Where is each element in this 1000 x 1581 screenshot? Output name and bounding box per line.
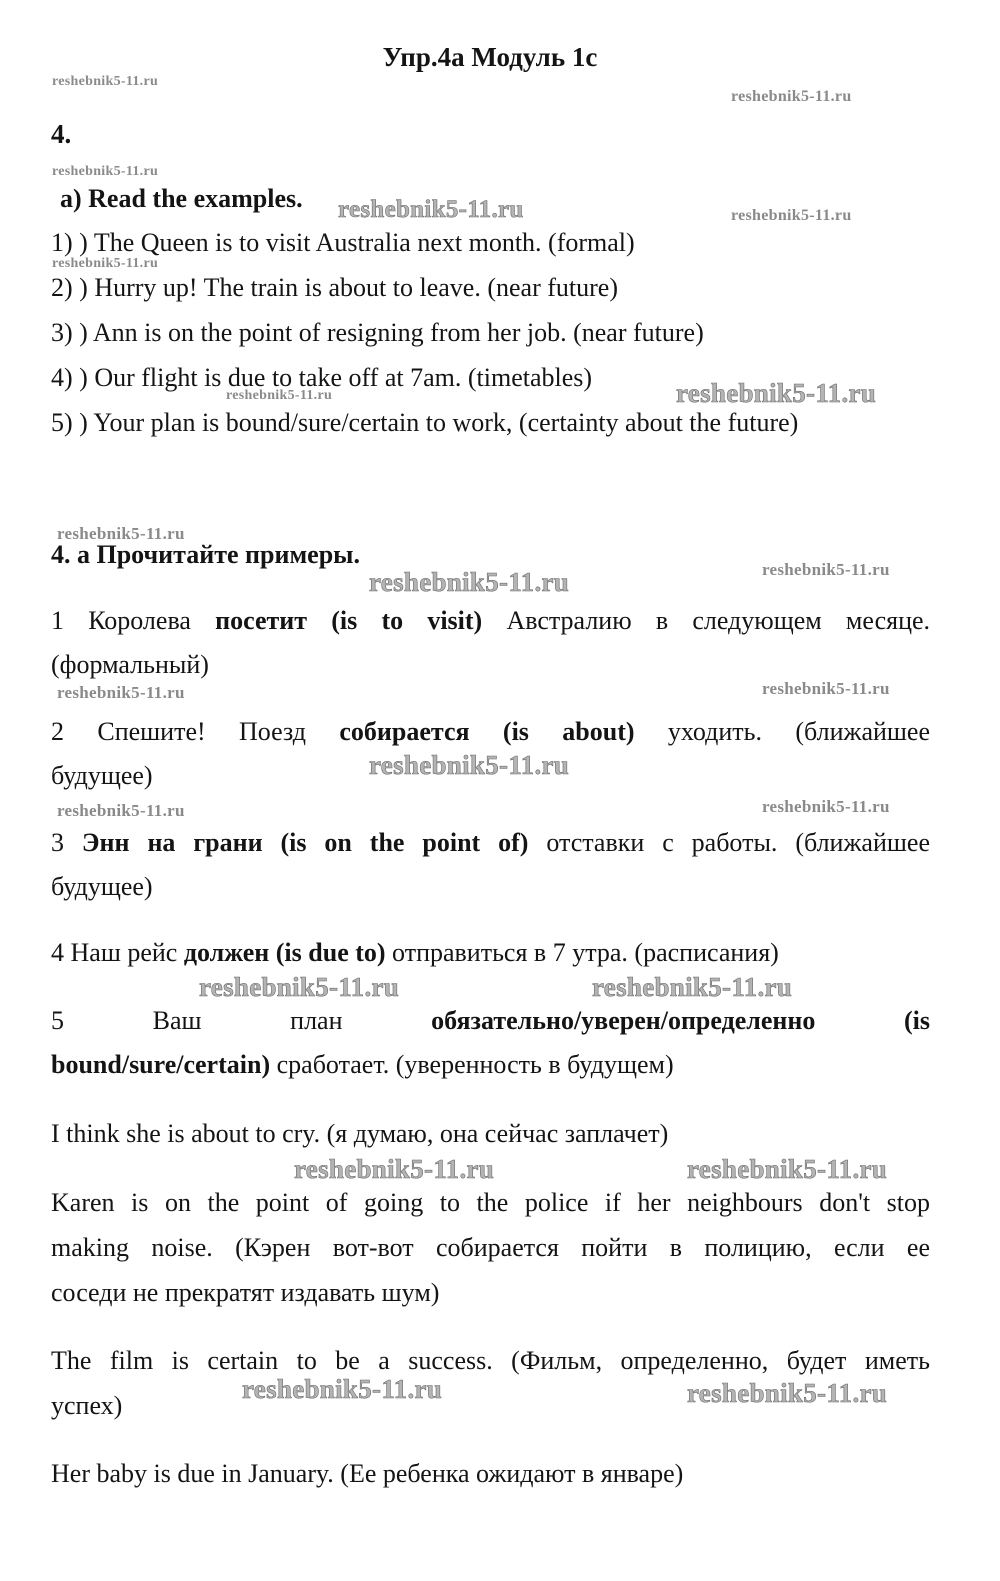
example-line: 1) ) The Queen is to visit Australia next month. (formal) [51,228,635,257]
extra-example: Her baby is due in January. (Ее ребенка ожидают в январе) [51,1459,684,1488]
translation-item-2-cont: будущее) [51,761,153,790]
watermark: reshebnik5-11.ru [762,560,890,579]
extra-example: соседи не прекратят издавать шум) [51,1278,440,1307]
exercise-heading: a) Read the examples. [60,184,303,213]
translation-item-1: 1 Королева посетит (is to visit) Австралию в следующем месяце. [51,606,931,635]
watermark: reshebnik5-11.ru [369,750,570,780]
watermark: reshebnik5-11.ru [731,207,852,224]
watermark: reshebnik5-11.ru [57,524,185,543]
watermark: reshebnik5-11.ru [687,1378,888,1408]
translation-item-5: 5 Ваш план обязательно/уверен/определенно (is [51,1006,930,1035]
extra-example: успех) [51,1391,123,1420]
watermark: reshebnik5-11.ru [57,683,185,702]
translation-item-4: 4 Наш рейс должен (is due to) отправиться в 7 утра. (расписания) [51,938,779,967]
example-line: 3) ) Ann is on the point of resigning from her job. (near future) [51,318,704,347]
watermark: reshebnik5-11.ru [762,797,890,816]
translation-item-2: 2 Спешите! Поезд собирается (is about) уходить. (ближайшее [51,717,931,746]
watermark: reshebnik5-11.ru [226,388,333,403]
translation-item-3-cont: будущее) [51,872,153,901]
example-line: 5) ) Your plan is bound/sure/certain to work, (certainty about the future) [51,408,799,437]
translation-item-5-cont: bound/sure/certain) сработает. (уверенность в будущем) [51,1050,674,1079]
watermark: reshebnik5-11.ru [199,972,400,1002]
watermark: reshebnik5-11.ru [52,164,159,179]
watermark: reshebnik5-11.ru [687,1154,888,1184]
watermark: reshebnik5-11.ru [369,567,570,597]
extra-example: The film is certain to be a success. (Фильм, определенно, будет иметь [51,1346,930,1375]
watermark: reshebnik5-11.ru [762,679,890,698]
watermark: reshebnik5-11.ru [57,801,185,820]
watermark: reshebnik5-11.ru [52,74,159,89]
example-line: 4) ) Our flight is due to take off at 7am. (timetables) [51,363,593,392]
extra-example: Karen is on the point of going to the police if her neighbours don't stop [51,1188,930,1217]
watermark: reshebnik5-11.ru [592,972,793,1002]
watermark: reshebnik5-11.ru [338,196,524,223]
example-line: 2) ) Hurry up! The train is about to leave. (near future) [51,273,618,302]
extra-example: I think she is about to cry. (я думаю, она сейчас заплачет) [51,1119,669,1148]
page-title: Упр.4а Модуль 1с [382,42,598,72]
translation-heading: 4. а Прочитайте примеры. [51,540,360,569]
translation-item-3: 3 Энн на грани (is on the point of) отставки с работы. (ближайшее [51,828,930,857]
watermark: reshebnik5-11.ru [676,378,877,408]
exercise-number: 4. [51,119,72,149]
watermark: reshebnik5-11.ru [294,1154,495,1184]
translation-item-1-cont: (формальный) [51,650,209,679]
watermark: reshebnik5-11.ru [52,256,159,271]
watermark: reshebnik5-11.ru [242,1374,443,1404]
watermark: reshebnik5-11.ru [731,88,852,105]
extra-example: making noise. (Кэрен вот-вот собирается пойти в полицию, если ее [51,1233,930,1262]
